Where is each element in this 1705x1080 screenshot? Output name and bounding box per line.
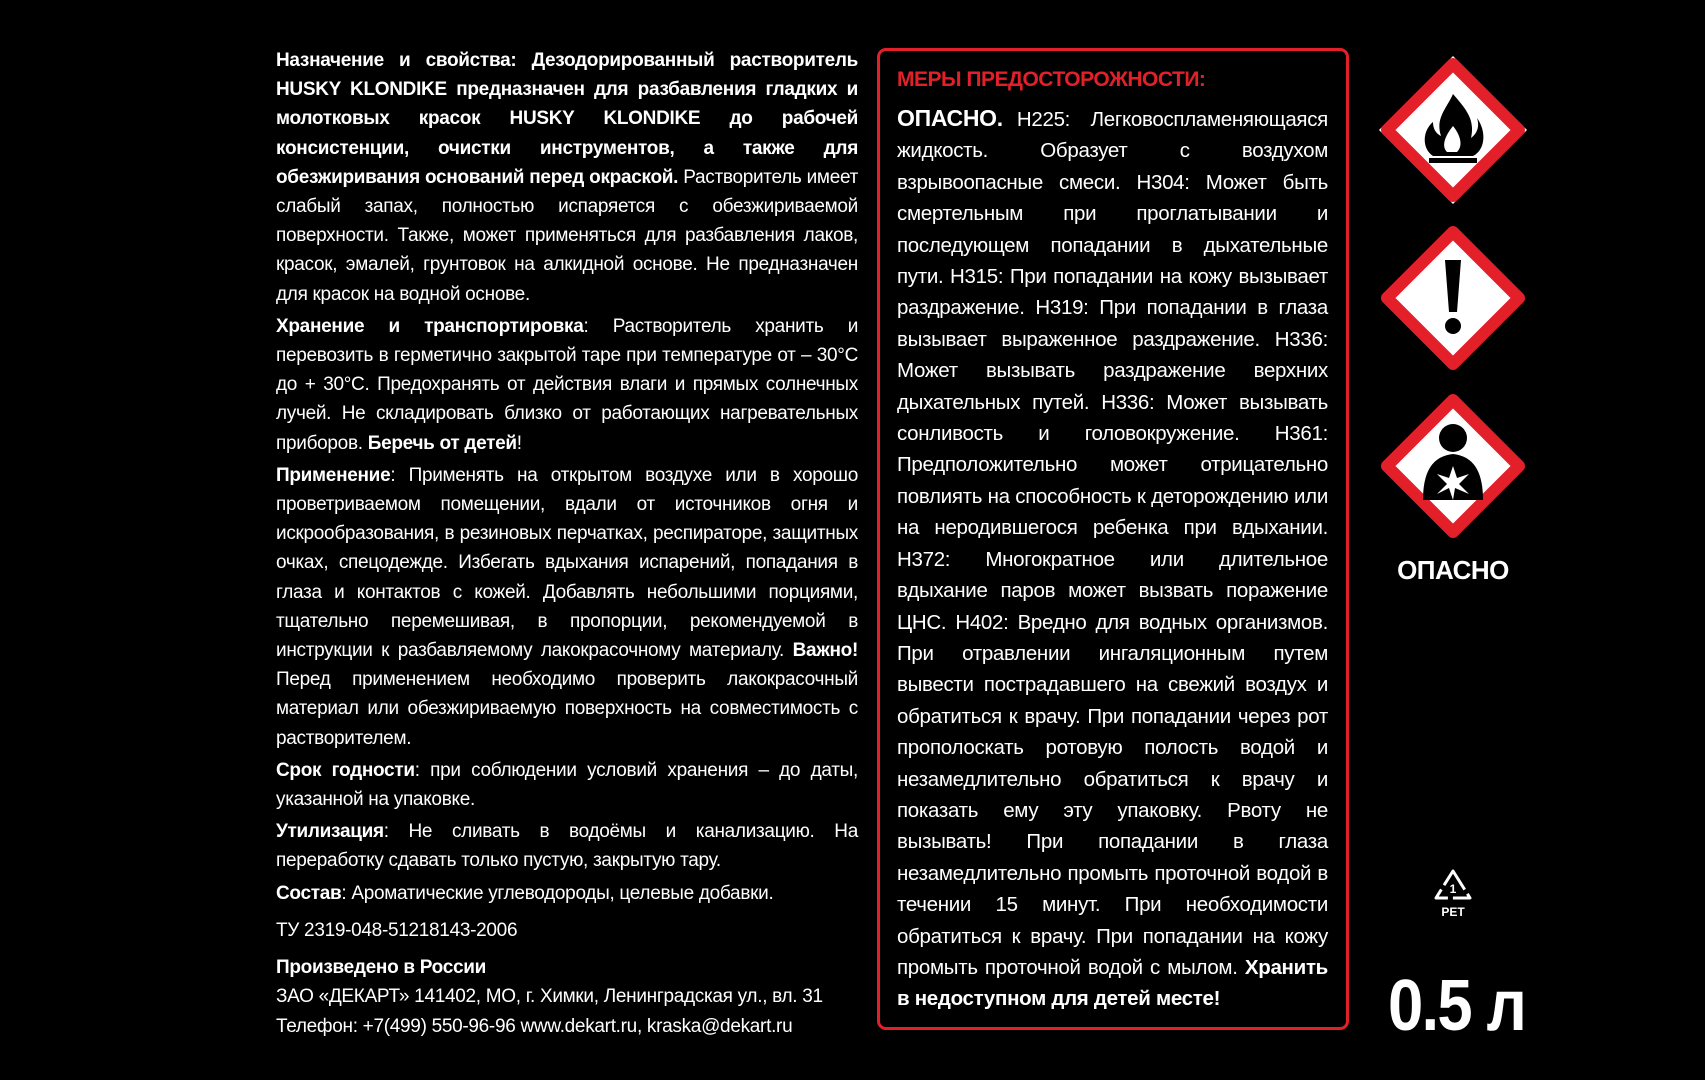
shelf-life-paragraph — [276, 756, 858, 814]
usage-paragraph — [276, 461, 858, 753]
tu-code: ТУ 2319-048-51218143-2006 — [276, 919, 518, 941]
usage-end: Перед применением необходимо проверить лакокрасочный материал или обезжириваемую поверхность на совместимость с растворителем. — [276, 669, 858, 749]
purpose-bold: Дезодорированный растворитель HUSKY KLONDIKE предназначен для разбавления гладких и молотковых красок HUSKY KLONDIKE до рабочей консистенции, очистки инструментов, а также для обезжиривания оснований перед окраской. — [276, 50, 859, 188]
recycle-label: PET — [1441, 905, 1465, 919]
usage-label: Применение — [276, 464, 391, 486]
exclamation-icon — [1375, 220, 1531, 376]
storage-text: : Растворитель хранить и перевозить в герметично закрытой таре при температуре от – 30°С до + 30°С. Предохранять от действия влаги и прямых солнечных лучей. Не складировать близко от работающих нагревательных приборов. — [276, 315, 859, 454]
disposal-label: Утилизация — [276, 821, 384, 843]
recycle-triangle-icon — [1433, 868, 1473, 902]
storage-end: ! — [516, 432, 522, 454]
storage-label: Хранение и транспортировка — [276, 315, 584, 337]
composition-label: Состав — [276, 882, 342, 904]
recycle-number: 1 — [1449, 882, 1457, 896]
precautions-text-block — [897, 103, 1328, 1015]
storage-bold: Беречь от детей — [367, 432, 517, 454]
made-in: Произведено в России — [276, 957, 486, 979]
disposal-text: : Не сливать в водоёмы и канализацию. На переработку сдавать только пустую, закрытую тару. — [276, 821, 858, 872]
purpose-text: Растворитель имеет слабый запах, полностью испаряется с обезжириваемой поверхности. Также, может применяться для разбавления лаков, красок, эмалей, грунтовок на алкидной основе. Не предназначен для красок на водной основе. — [276, 166, 858, 305]
composition-text: : Ароматические углеводороды, целевые добавки. — [341, 882, 774, 904]
shelf-label: Срок годности — [276, 759, 415, 781]
signal-word: ОПАСНО — [1397, 555, 1509, 585]
shelf-text: : при соблюдении условий хранения – до даты, указанной на упаковке. — [276, 759, 858, 811]
product-description — [276, 46, 858, 1041]
contacts: Телефон: +7(499) 550-96-96 www.dekart.ru, kraska@dekart.ru — [276, 1015, 793, 1037]
disposal-paragraph — [276, 817, 858, 875]
storage-paragraph — [276, 312, 858, 458]
address: ЗАО «ДЕКАРТ» 141402, МО, г. Химки, Ленинградская ул., вл. 31 — [276, 986, 823, 1008]
health-hazard-icon — [1375, 388, 1531, 544]
precautions-box — [877, 48, 1349, 1030]
precautions-title: МЕРЫ ПРЕДОСТОРОЖНОСТИ: — [897, 68, 1206, 91]
purpose-paragraph — [276, 46, 858, 309]
usage-bold: Важно! — [792, 640, 858, 662]
volume-label: 0.5 л — [1388, 966, 1526, 1046]
danger-word: ОПАСНО. — [897, 105, 1003, 131]
precautions-text: H225: Легковоспламеняющаяся жидкость. Образует с воздухом взрывоопасные смеси. H304: Может быть смертельным при проглатывании и последующем попадании в дыхательные пути. H315: При попадании на кожу вызывает раздражение. H319: При попадании в глаза вызывает выраженное раздражение. H336: Может вызывать раздражение верхних дыхательных путей. H336: Может вызывать сонливость и головокружение. H361: Предположительно может отрицательно повлиять на способность к деторождению или на неродившегося ребенка при вдыхании. H372: Многократное или длительное вдыхание паров может вызвать поражение ЦНС. H402: Вредно для водных организмов. При отравлении ингаляционным путем вывести пострадавшего на свежий воздух и обратиться к врачу. При попадании через рот прополоскать ротовую полость водой и незамедлительно обратиться к врачу и показать ему эту упаковку. Рвоту не вызывать! При попадании в глаза незамедлительно промыть проточной водой в течении 15 минут. При необходимости обратиться к врачу. При попадании на кожу промыть проточной водой с мылом. — [897, 108, 1328, 979]
usage-text: : Применять на открытом воздухе или в хорошо проветриваемом помещении, вдали от источников огня и искрообразования, в резиновых перчатках, респираторе, защитных очках, спецодежде. Избегать вдыхания испарений, попадания в глаза и контактов с кожей. Добавлять небольшими порциями, тщательно перемешивая, в пропорции, рекомендуемой в инструкции к разбавляемому лакокрасочному материалу. — [276, 464, 858, 662]
recycling-pet-icon — [1428, 868, 1478, 919]
purpose-label: Назначение и свойства: — [276, 50, 517, 71]
composition-paragraph — [276, 879, 858, 908]
flame-icon — [1375, 52, 1531, 208]
precautions-footer: Хранить в недоступном для детей месте! — [897, 955, 1328, 1011]
